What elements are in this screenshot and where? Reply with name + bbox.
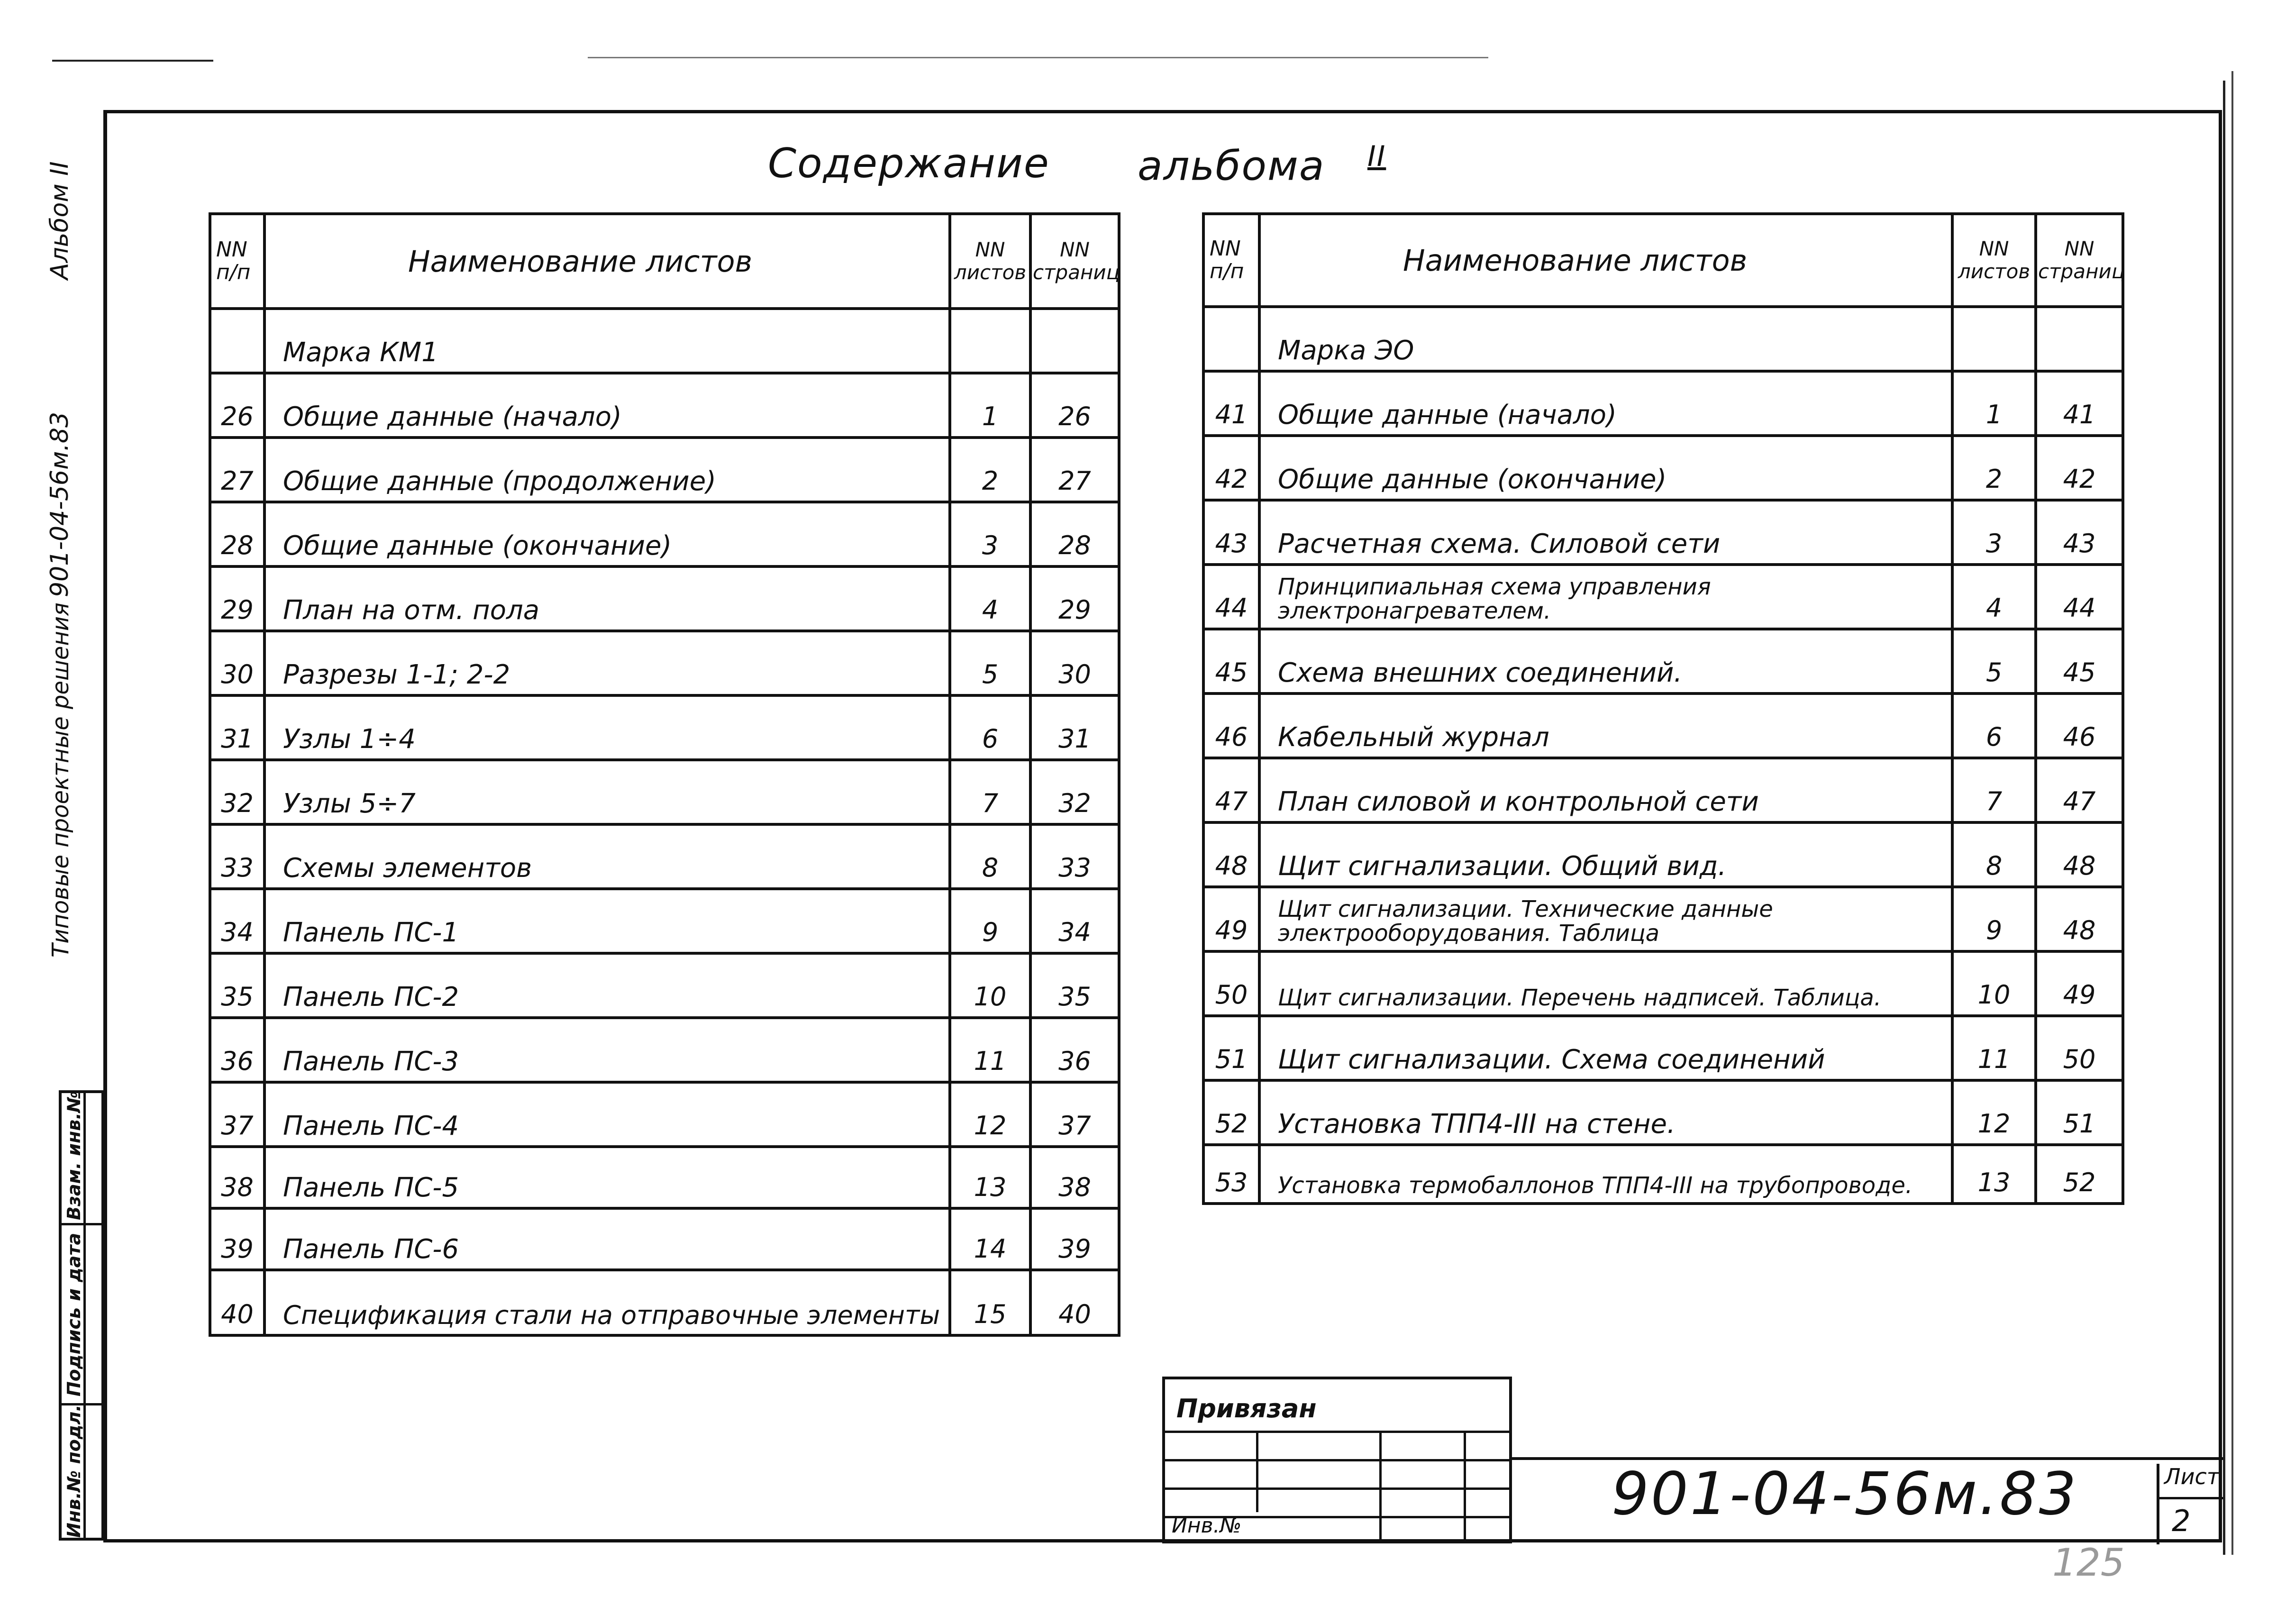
row-no: 46 bbox=[1203, 693, 1259, 758]
table-row bbox=[210, 1082, 1119, 1147]
row-name: Узлы 5÷7 bbox=[264, 760, 950, 824]
row-name: Щит сигнализации. Перечень надписей. Таблица. bbox=[1259, 951, 1952, 1016]
row-sheet: 4 bbox=[950, 566, 1030, 631]
row-no: 39 bbox=[210, 1208, 264, 1270]
row-name: Расчетная схема. Силовой сети bbox=[1259, 500, 1952, 565]
row-sheet: 3 bbox=[1952, 500, 2036, 565]
row-page: 26 bbox=[1030, 373, 1119, 438]
table-row bbox=[210, 1208, 1119, 1270]
header-page: NN страниц bbox=[2036, 214, 2123, 307]
row-no: 44 bbox=[1203, 565, 1259, 629]
row-name: Установка ТПП4-III на стене. bbox=[1259, 1080, 1952, 1145]
row-page: 45 bbox=[2036, 629, 2123, 693]
row-sheet: 8 bbox=[950, 824, 1030, 889]
row-page: 51 bbox=[2036, 1080, 2123, 1145]
page-title-album bbox=[1138, 140, 1386, 190]
row-name: Панель ПС-3 bbox=[264, 1018, 950, 1082]
row-page: 35 bbox=[1030, 953, 1119, 1018]
table-row bbox=[1203, 371, 2123, 436]
row-sheet: 12 bbox=[950, 1082, 1030, 1147]
frame-right-edge bbox=[2223, 81, 2225, 1555]
row-page: 41 bbox=[2036, 371, 2123, 436]
sheet-label: Лист bbox=[2164, 1464, 2220, 1489]
row-sheet: 13 bbox=[950, 1147, 1030, 1208]
row-no: 31 bbox=[210, 695, 264, 760]
row-no: 34 bbox=[210, 889, 264, 953]
row-page: 37 bbox=[1030, 1082, 1119, 1147]
row-name: План силовой и контрольной сети bbox=[1259, 758, 1952, 822]
row-page: 38 bbox=[1030, 1147, 1119, 1208]
row-page: 42 bbox=[2036, 436, 2123, 500]
stamp-line bbox=[1256, 1431, 1258, 1512]
row-page: 33 bbox=[1030, 824, 1119, 889]
table-row bbox=[210, 760, 1119, 824]
row-page: 31 bbox=[1030, 695, 1119, 760]
row-no: 30 bbox=[210, 631, 264, 695]
contents-table-right bbox=[1202, 212, 2124, 1205]
section-row bbox=[1203, 307, 2123, 371]
row-page: 32 bbox=[1030, 760, 1119, 824]
table-row bbox=[1203, 436, 2123, 500]
table-row bbox=[210, 1270, 1119, 1335]
table-row bbox=[210, 1018, 1119, 1082]
row-page: 48 bbox=[2036, 887, 2123, 951]
table-row bbox=[210, 438, 1119, 502]
row-page: 40 bbox=[1030, 1270, 1119, 1335]
table-row bbox=[210, 1147, 1119, 1208]
table-row bbox=[1203, 693, 2123, 758]
row-sheet: 11 bbox=[1952, 1016, 2036, 1080]
row-no: 51 bbox=[1203, 1016, 1259, 1080]
row-name: Кабельный журнал bbox=[1259, 693, 1952, 758]
row-sheet: 10 bbox=[1952, 951, 2036, 1016]
row-sheet: 7 bbox=[950, 760, 1030, 824]
row-no: 37 bbox=[210, 1082, 264, 1147]
row-page: 39 bbox=[1030, 1208, 1119, 1270]
row-sheet: 9 bbox=[950, 889, 1030, 953]
header-no: NN п/п bbox=[210, 214, 264, 309]
section-cell-sheet bbox=[1952, 307, 2036, 371]
row-no: 40 bbox=[210, 1270, 264, 1335]
row-name: Схемы элементов bbox=[264, 824, 950, 889]
row-name: Разрезы 1-1; 2-2 bbox=[264, 631, 950, 695]
row-sheet: 2 bbox=[950, 438, 1030, 502]
row-no: 45 bbox=[1203, 629, 1259, 693]
stamp-line bbox=[1464, 1431, 1466, 1541]
binding-stamp bbox=[1162, 1377, 1512, 1543]
document-number: 901-04-56м.83 bbox=[1612, 1460, 2078, 1528]
contents-table-left bbox=[209, 212, 1120, 1337]
row-sheet: 9 bbox=[1952, 887, 2036, 951]
row-no: 47 bbox=[1203, 758, 1259, 822]
row-page: 44 bbox=[2036, 565, 2123, 629]
row-page: 36 bbox=[1030, 1018, 1119, 1082]
row-no: 48 bbox=[1203, 822, 1259, 887]
table-row bbox=[1203, 758, 2123, 822]
sheet-number-box bbox=[2157, 1464, 2223, 1544]
row-sheet: 13 bbox=[1952, 1145, 2036, 1204]
row-name: Панель ПС-6 bbox=[264, 1208, 950, 1270]
row-name: Панель ПС-5 bbox=[264, 1147, 950, 1208]
row-no: 28 bbox=[210, 502, 264, 566]
section-title: Марка КМ1 bbox=[264, 309, 950, 373]
left-stamp-column bbox=[59, 1090, 104, 1541]
header-no: NN п/п bbox=[1203, 214, 1259, 307]
stamp-line bbox=[1379, 1431, 1382, 1541]
row-no: 50 bbox=[1203, 951, 1259, 1016]
row-no: 49 bbox=[1203, 887, 1259, 951]
row-sheet: 1 bbox=[1952, 371, 2036, 436]
row-page: 30 bbox=[1030, 631, 1119, 695]
table-row bbox=[210, 695, 1119, 760]
table-row bbox=[1203, 1080, 2123, 1145]
header-name: Наименование листов bbox=[264, 214, 950, 309]
row-page: 50 bbox=[2036, 1016, 2123, 1080]
table-row bbox=[210, 631, 1119, 695]
row-name: Общие данные (окончание) bbox=[1259, 436, 1952, 500]
table-row bbox=[210, 373, 1119, 438]
row-name: Щит сигнализации. Технические данные электрооборудования. Таблица bbox=[1259, 887, 1952, 951]
table-row bbox=[1203, 1145, 2123, 1204]
row-no: 42 bbox=[1203, 436, 1259, 500]
frame-right-edge-outer bbox=[2231, 71, 2233, 1555]
table-header-row bbox=[1203, 214, 2123, 307]
row-sheet: 4 bbox=[1952, 565, 2036, 629]
row-sheet: 3 bbox=[950, 502, 1030, 566]
section-cell-sheet bbox=[950, 309, 1030, 373]
table-row bbox=[1203, 951, 2123, 1016]
row-page: 43 bbox=[2036, 500, 2123, 565]
row-name: Панель ПС-1 bbox=[264, 889, 950, 953]
row-no: 41 bbox=[1203, 371, 1259, 436]
stamp-podpis-label: Подпись и дата bbox=[64, 1232, 84, 1396]
row-no: 26 bbox=[210, 373, 264, 438]
row-name: Панель ПС-4 bbox=[264, 1082, 950, 1147]
row-page: 46 bbox=[2036, 693, 2123, 758]
table-row bbox=[1203, 1016, 2123, 1080]
table-header-row bbox=[210, 214, 1119, 309]
table-row bbox=[210, 824, 1119, 889]
row-sheet: 14 bbox=[950, 1208, 1030, 1270]
section-cell-page bbox=[2036, 307, 2123, 371]
row-name: Установка термобаллонов ТПП4-III на трубопроводе. bbox=[1259, 1145, 1952, 1204]
table-row bbox=[1203, 629, 2123, 693]
stamp-vzam-label: Взам. инв.№ bbox=[64, 1091, 84, 1220]
row-sheet: 6 bbox=[950, 695, 1030, 760]
row-sheet: 5 bbox=[1952, 629, 2036, 693]
row-no: 27 bbox=[210, 438, 264, 502]
row-no: 36 bbox=[210, 1018, 264, 1082]
row-name: Схема внешних соединений. bbox=[1259, 629, 1952, 693]
row-page: 29 bbox=[1030, 566, 1119, 631]
row-name: Спецификация стали на отправочные элементы bbox=[264, 1270, 950, 1335]
top-dash-left bbox=[52, 60, 213, 62]
row-no: 53 bbox=[1203, 1145, 1259, 1204]
row-name: Общие данные (окончание) bbox=[264, 502, 950, 566]
table-row bbox=[1203, 500, 2123, 565]
table-row bbox=[210, 889, 1119, 953]
stamp-line bbox=[1165, 1487, 1509, 1490]
row-no: 29 bbox=[210, 566, 264, 631]
section-title: Марка ЭО bbox=[1259, 307, 1952, 371]
row-name: План на отм. пола bbox=[264, 566, 950, 631]
section-cell-page bbox=[1030, 309, 1119, 373]
row-page: 47 bbox=[2036, 758, 2123, 822]
margin-doc-code: 901-04-56м.83 bbox=[46, 411, 74, 597]
table-row bbox=[210, 502, 1119, 566]
section-cell-no bbox=[1203, 307, 1259, 371]
row-sheet: 10 bbox=[950, 953, 1030, 1018]
row-sheet: 2 bbox=[1952, 436, 2036, 500]
row-name: Общие данные (продолжение) bbox=[264, 438, 950, 502]
header-sheet: NN листов bbox=[1952, 214, 2036, 307]
row-name: Панель ПС-2 bbox=[264, 953, 950, 1018]
margin-album-label: Альбом II bbox=[46, 161, 74, 280]
row-page: 28 bbox=[1030, 502, 1119, 566]
page-title-album-numeral: II bbox=[1367, 140, 1386, 173]
row-no: 33 bbox=[210, 824, 264, 889]
table-row bbox=[1203, 887, 2123, 951]
row-name: Принципиальная схема управления электронагревателем. bbox=[1259, 565, 1952, 629]
row-sheet: 11 bbox=[950, 1018, 1030, 1082]
stamp-line bbox=[1165, 1459, 1509, 1461]
sheet-number: 2 bbox=[2172, 1504, 2191, 1538]
margin-series-text: Типовые проектные решения bbox=[47, 602, 74, 958]
top-dash-mid bbox=[588, 57, 1488, 58]
stamp-line bbox=[1165, 1431, 1509, 1433]
inventory-number-label: Инв.№ bbox=[1172, 1514, 1242, 1538]
header-name: Наименование листов bbox=[1259, 214, 1952, 307]
row-no: 52 bbox=[1203, 1080, 1259, 1145]
row-name: Общие данные (начало) bbox=[264, 373, 950, 438]
section-row bbox=[210, 309, 1119, 373]
table-row bbox=[1203, 565, 2123, 629]
row-name: Щит сигнализации. Схема соединений bbox=[1259, 1016, 1952, 1080]
sheet-box-divider bbox=[2159, 1497, 2223, 1499]
header-sheet: NN листов bbox=[950, 214, 1030, 309]
row-page: 49 bbox=[2036, 951, 2123, 1016]
row-sheet: 5 bbox=[950, 631, 1030, 695]
page-title-album-word: альбома bbox=[1138, 142, 1325, 190]
row-name: Узлы 1÷4 bbox=[264, 695, 950, 760]
row-name: Щит сигнализации. Общий вид. bbox=[1259, 822, 1952, 887]
row-sheet: 15 bbox=[950, 1270, 1030, 1335]
row-name: Общие данные (начало) bbox=[1259, 371, 1952, 436]
table-row bbox=[1203, 822, 2123, 887]
row-no: 43 bbox=[1203, 500, 1259, 565]
row-no: 32 bbox=[210, 760, 264, 824]
row-sheet: 1 bbox=[950, 373, 1030, 438]
row-sheet: 8 bbox=[1952, 822, 2036, 887]
page-title: Содержание bbox=[768, 140, 1050, 187]
faint-page-mark: 125 bbox=[2052, 1541, 2125, 1585]
row-page: 48 bbox=[2036, 822, 2123, 887]
row-no: 35 bbox=[210, 953, 264, 1018]
row-sheet: 7 bbox=[1952, 758, 2036, 822]
section-cell-no bbox=[210, 309, 264, 373]
row-page: 27 bbox=[1030, 438, 1119, 502]
header-page: NN страниц bbox=[1030, 214, 1119, 309]
row-page: 52 bbox=[2036, 1145, 2123, 1204]
table-row bbox=[210, 953, 1119, 1018]
binding-label: Привязан bbox=[1176, 1394, 1317, 1423]
row-page: 34 bbox=[1030, 889, 1119, 953]
row-sheet: 6 bbox=[1952, 693, 2036, 758]
stamp-divider bbox=[62, 1223, 101, 1225]
table-row bbox=[210, 566, 1119, 631]
row-sheet: 12 bbox=[1952, 1080, 2036, 1145]
row-no: 38 bbox=[210, 1147, 264, 1208]
stamp-inv-podl-label: Инв.№ подл. bbox=[64, 1405, 84, 1538]
